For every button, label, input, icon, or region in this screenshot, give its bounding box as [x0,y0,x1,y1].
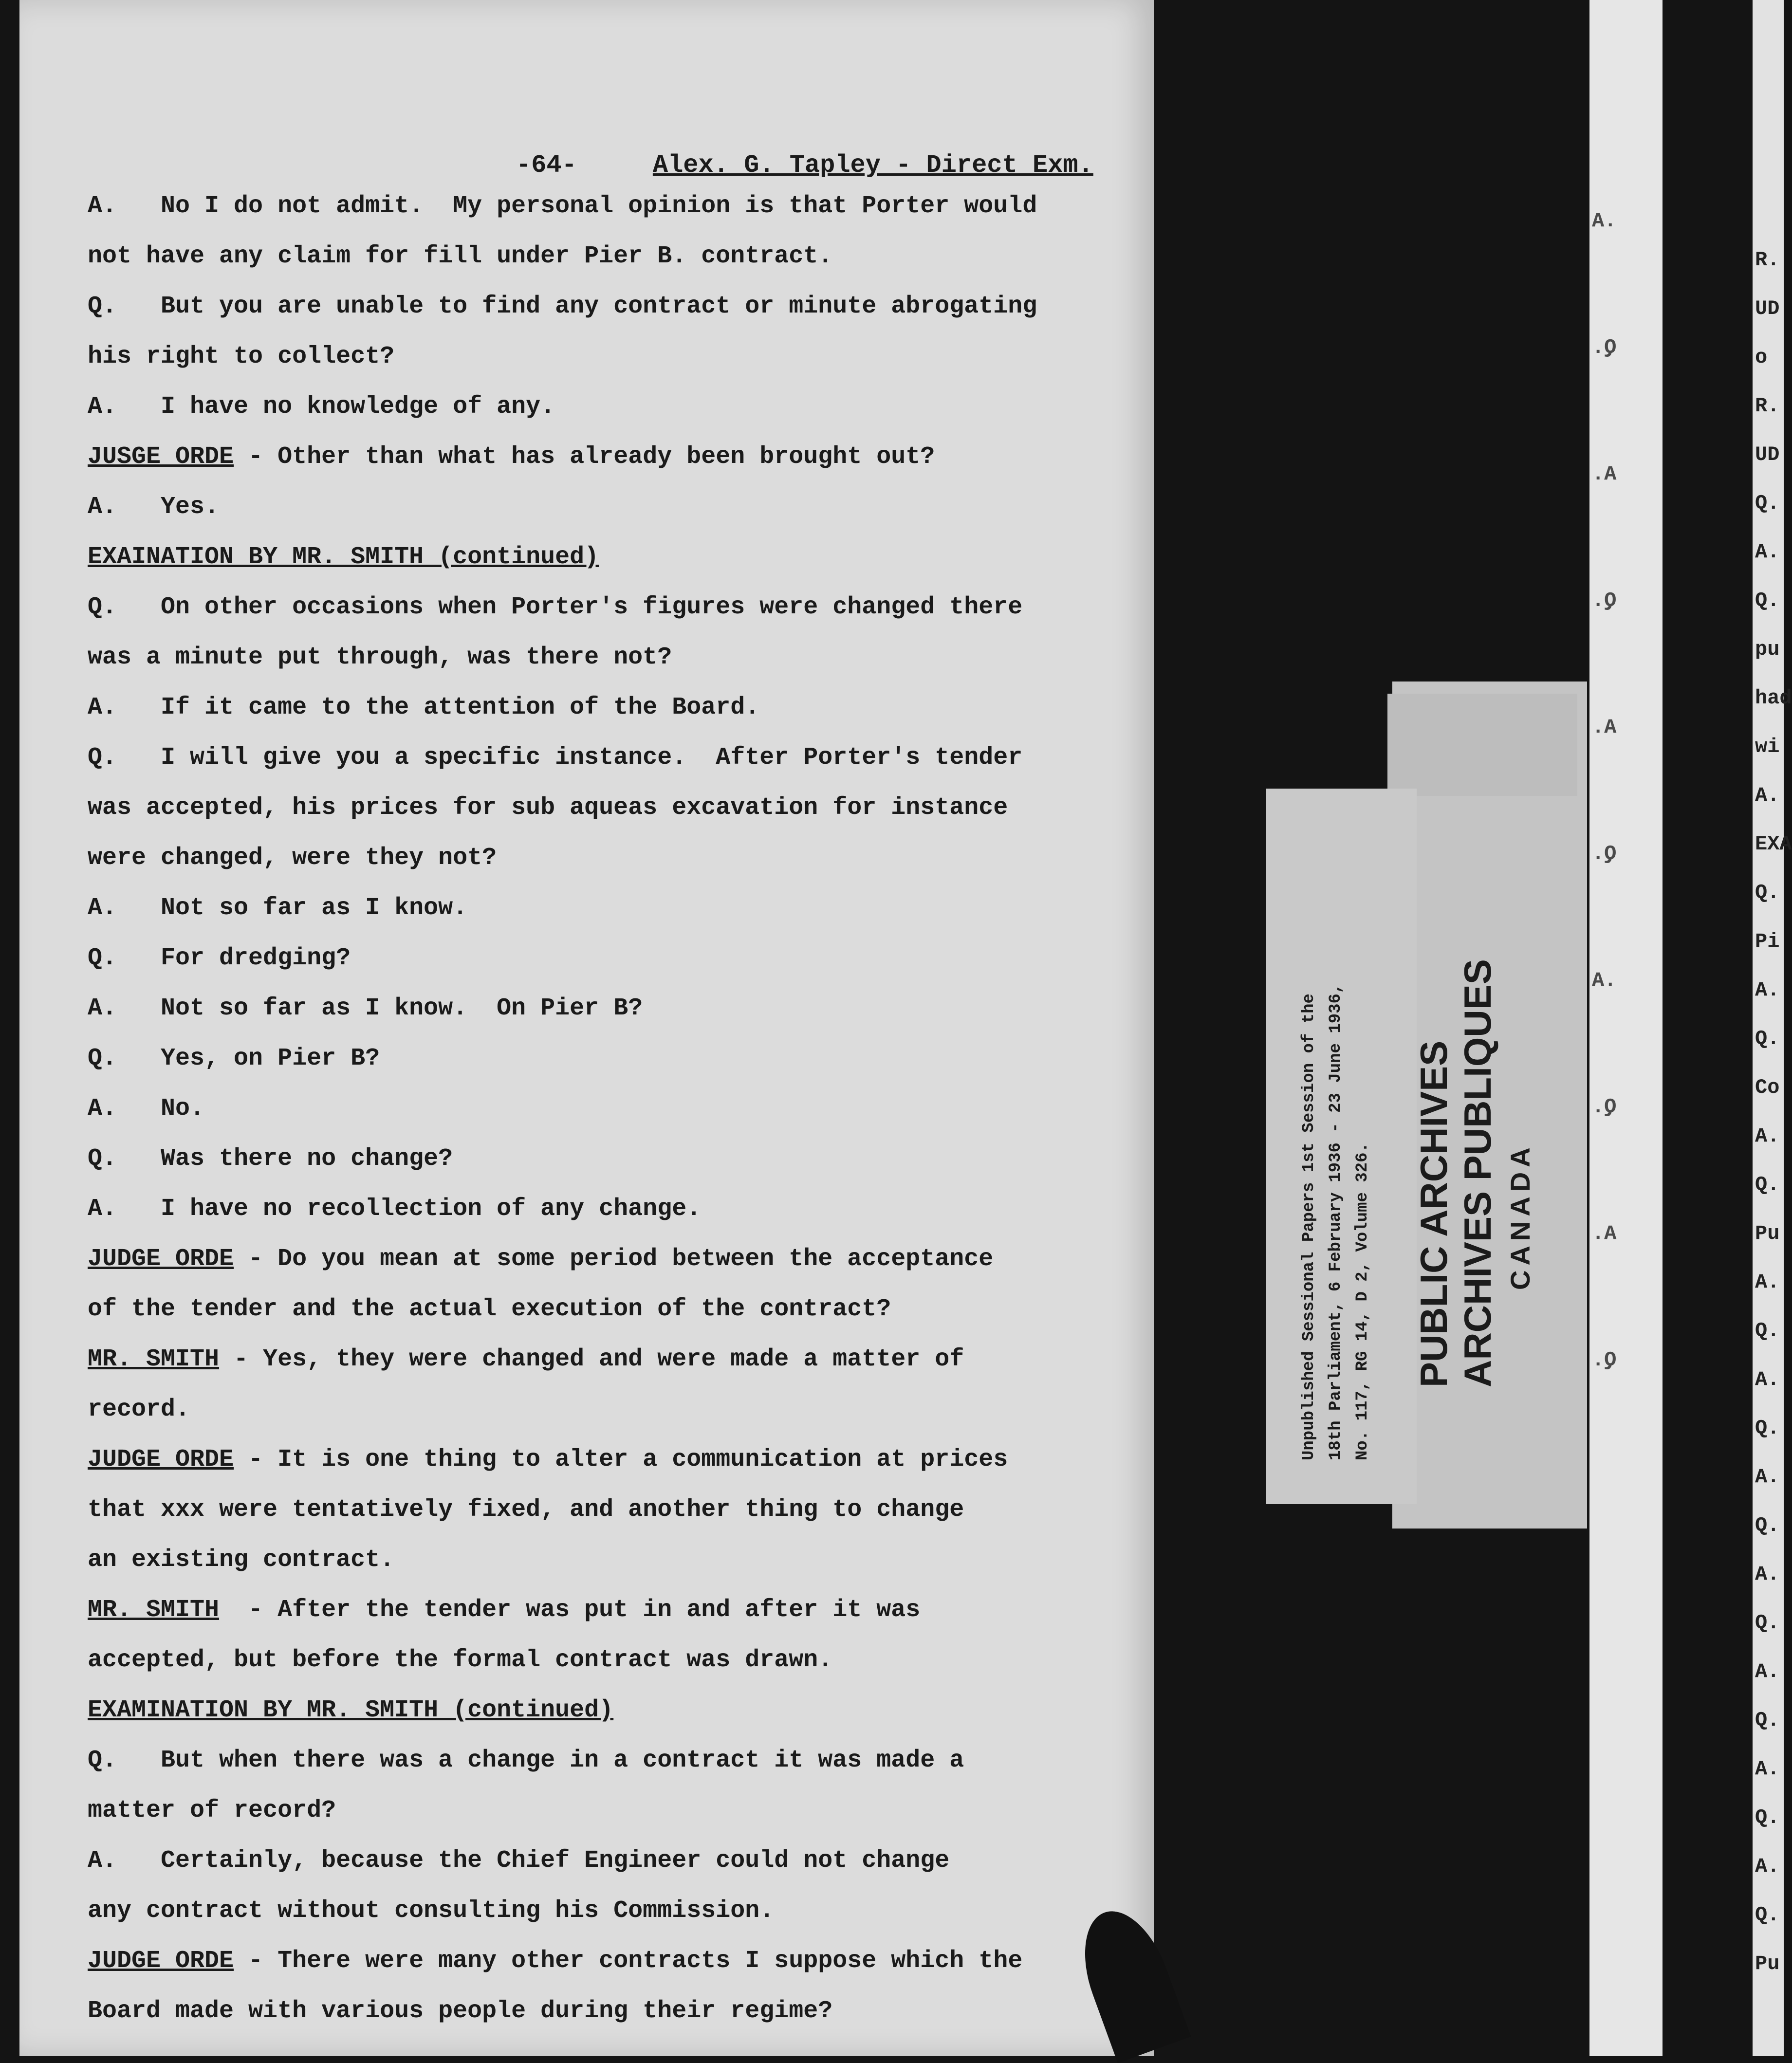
transcript-line [88,1345,964,1373]
transcript-line [88,995,643,1022]
transcript-line [88,1546,394,1574]
speaker-label: MR. SMITH [88,1345,220,1373]
line-text: A. Certainly, because the Chief Engineer could not change [88,1847,950,1875]
edge-fragment: A. [1755,1124,1780,1148]
edge-fragment: o [1755,346,1768,369]
transcript-line [88,944,351,972]
document-page [19,0,1154,2056]
archives-stamp [1402,803,1577,1412]
edge-fragment: Pu [1755,1952,1780,1975]
transcript-line [88,543,599,571]
mirror-fragment: Q. [1592,589,1617,612]
mirror-fragment: A. [1592,462,1617,486]
edge-fragment: A. [1755,1660,1780,1683]
transcript-line [88,1045,380,1072]
edge-fragment: A. [1755,784,1780,807]
line-text: A. Yes. [88,493,220,521]
edge-fragment: R. [1755,248,1780,272]
transcript-line [88,844,497,872]
edge-fragment: EXA [1755,832,1792,856]
edge-fragment: UD [1755,443,1780,466]
line-text: Q. On other occasions when Porter's figures were changed there [88,593,1023,621]
edge-fragment: A. [1755,540,1780,564]
transcript-line [88,1947,1022,1975]
line-text: not have any claim for fill under Pier B. contract. [88,242,833,270]
transcript-line [88,1095,204,1123]
speaker-label: EXAINATION BY MR. SMITH (continued) [88,543,599,571]
transcript-line [88,1696,613,1724]
edge-fragment: Q. [1755,1806,1780,1829]
line-text: - Do you mean at some period between the acceptance [234,1245,994,1273]
transcript-line [88,1396,190,1423]
line-text: Q. Was there no change? [88,1145,453,1173]
line-text: was accepted, his prices for sub aqueas excavation for instance [88,794,1008,822]
line-text: - Other than what has already been brought out? [234,443,935,471]
edge-fragment: pu [1755,638,1780,661]
transcript-line [88,1897,774,1925]
transcript-line [88,242,832,270]
transcript-line [88,1646,832,1674]
line-text: Q. For dredging? [88,944,351,972]
adjacent-page-strip [1589,0,1663,2056]
mirror-fragment: .A [1592,969,1617,992]
transcript-line [88,493,219,521]
archive-label [1266,789,1417,1504]
edge-fragment: A. [1755,978,1780,1002]
mirror-fragment: A. [1592,1222,1617,1245]
page-number: -64- [516,151,577,180]
transcript-line [88,1145,453,1173]
transcript-line [88,1245,993,1273]
transcript-line [88,1446,1008,1474]
line-text: - Yes, they were changed and were made a matter of [219,1345,964,1373]
stamp-public-archives: PUBLIC ARCHIVES [1412,1040,1455,1387]
edge-fragment: A. [1755,1271,1780,1294]
edge-fragment: Q. [1755,1514,1780,1537]
transcript-line [88,644,672,671]
speaker-label: EXAMINATION BY MR. SMITH (continued) [88,1696,614,1724]
line-text: his right to collect? [88,343,395,370]
line-text: Board made with various people during their regime? [88,1997,833,2025]
speaker-label: JUDGE ORDE [88,1947,234,1975]
line-text: matter of record? [88,1797,336,1824]
mirror-fragment: Q. [1592,336,1617,359]
edge-fragment: Q. [1755,1027,1780,1050]
line-text: A. I have no recollection of any change. [88,1195,702,1223]
line-text: was a minute put through, was there not? [88,644,672,671]
line-text: - There were many other contracts I suppose which the [234,1947,1023,1975]
edge-fragment: Q. [1755,1173,1780,1197]
line-text: an existing contract. [88,1546,395,1574]
edge-fragment: Q. [1755,881,1780,904]
mirror-fragment: Q. [1592,1348,1617,1372]
edge-fragment: Co [1755,1076,1780,1099]
line-text: Q. But when there was a change in a contract it was made a [88,1747,964,1774]
transcript-line [88,744,1022,772]
line-text: any contract without consulting his Commission. [88,1897,775,1925]
transcript-line [88,1747,964,1774]
edge-fragment: Q. [1755,1611,1780,1635]
edge-fragment: Q. [1755,1417,1780,1440]
edge-fragment: A. [1755,1465,1780,1489]
transcript-line [88,794,1008,822]
edge-fragment: Q. [1755,1319,1780,1343]
transcript-line [88,1997,832,2025]
archive-label-line1: Unpublished Sessional Papers 1st Session of the [1300,994,1318,1460]
transcript-line [88,343,394,370]
edge-fragment: UD [1755,297,1780,320]
edge-fragment: Pi [1755,930,1780,953]
edge-fragment: A. [1755,1368,1780,1391]
transcript-line [88,393,555,421]
stamp-archives-publiques: ARCHIVES PUBLIQUES [1456,959,1499,1387]
line-text: that xxx were tentatively fixed, and another thing to change [88,1496,964,1524]
line-text: of the tender and the actual execution of the contract? [88,1295,891,1323]
speaker-label: MR. SMITH [88,1596,220,1624]
mirror-fragment: Q. [1592,1095,1617,1119]
edge-fragment: A. [1755,1855,1780,1878]
archive-label-line3: No. 117, RG 14, D 2, Volume 326. [1353,1142,1372,1460]
line-text: A. No. [88,1095,205,1123]
transcript-line [88,1847,949,1875]
line-text: A. Not so far as I know. [88,894,468,922]
edge-fragment: Q. [1755,589,1780,612]
transcript-line [88,192,1037,220]
line-text: Q. I will give you a specific instance. After Porter's tender [88,744,1023,772]
line-text: record. [88,1396,190,1423]
line-text: Q. Yes, on Pier B? [88,1045,380,1072]
edge-fragment: A. [1755,1757,1780,1781]
speaker-label: JUDGE ORDE [88,1245,234,1273]
line-text: A. No I do not admit. My personal opinion is that Porter would [88,192,1037,220]
edge-fragment: A. [1755,1563,1780,1586]
speaker-label: JUDGE ORDE [88,1446,234,1474]
transcript-line [88,1596,920,1624]
transcript-line [88,1797,336,1824]
line-text: Q. But you are unable to find any contract or minute abrogating [88,293,1037,320]
transcript-line [88,1195,701,1223]
speaker-label: JUSGE ORDE [88,443,234,471]
edge-fragment: wi [1755,735,1780,758]
archive-label-line2: 18th Parliament, 6 February 1936 - 23 June 1936, [1327,983,1345,1460]
line-text: A. I have no knowledge of any. [88,393,555,421]
mirror-fragment: A. [1592,716,1617,739]
transcript-line [88,293,1037,320]
transcript-line [88,443,935,471]
mirror-fragment: Q. [1592,842,1617,866]
edge-fragment: Q. [1755,1903,1780,1927]
transcript-line [88,1295,891,1323]
edge-fragment: Q. [1755,492,1780,515]
line-text: - After the tender was put in and after it was [219,1596,921,1624]
edge-fragment: had [1755,686,1792,710]
edge-fragment: Pu [1755,1222,1780,1245]
transcript-line [88,694,759,721]
archive-ribbon [1387,694,1577,796]
transcript-line [88,1496,964,1524]
mirror-fragment: .A [1592,209,1617,233]
page-title: Alex. G. Tapley - Direct Exm. [652,151,1093,180]
line-text: accepted, but before the formal contract was drawn. [88,1646,833,1674]
line-text: A. Not so far as I know. On Pier B? [88,995,643,1022]
transcript-line [88,593,1022,621]
page-header [516,151,1093,180]
line-text: - It is one thing to alter a communication at prices [234,1446,1008,1474]
edge-fragment: R. [1755,394,1780,418]
edge-fragment: Q. [1755,1709,1780,1732]
transcript-line [88,894,467,922]
line-text: A. If it came to the attention of the Board. [88,694,760,721]
stamp-canada: CANADA [1505,1142,1535,1290]
line-text: were changed, were they not? [88,844,497,872]
